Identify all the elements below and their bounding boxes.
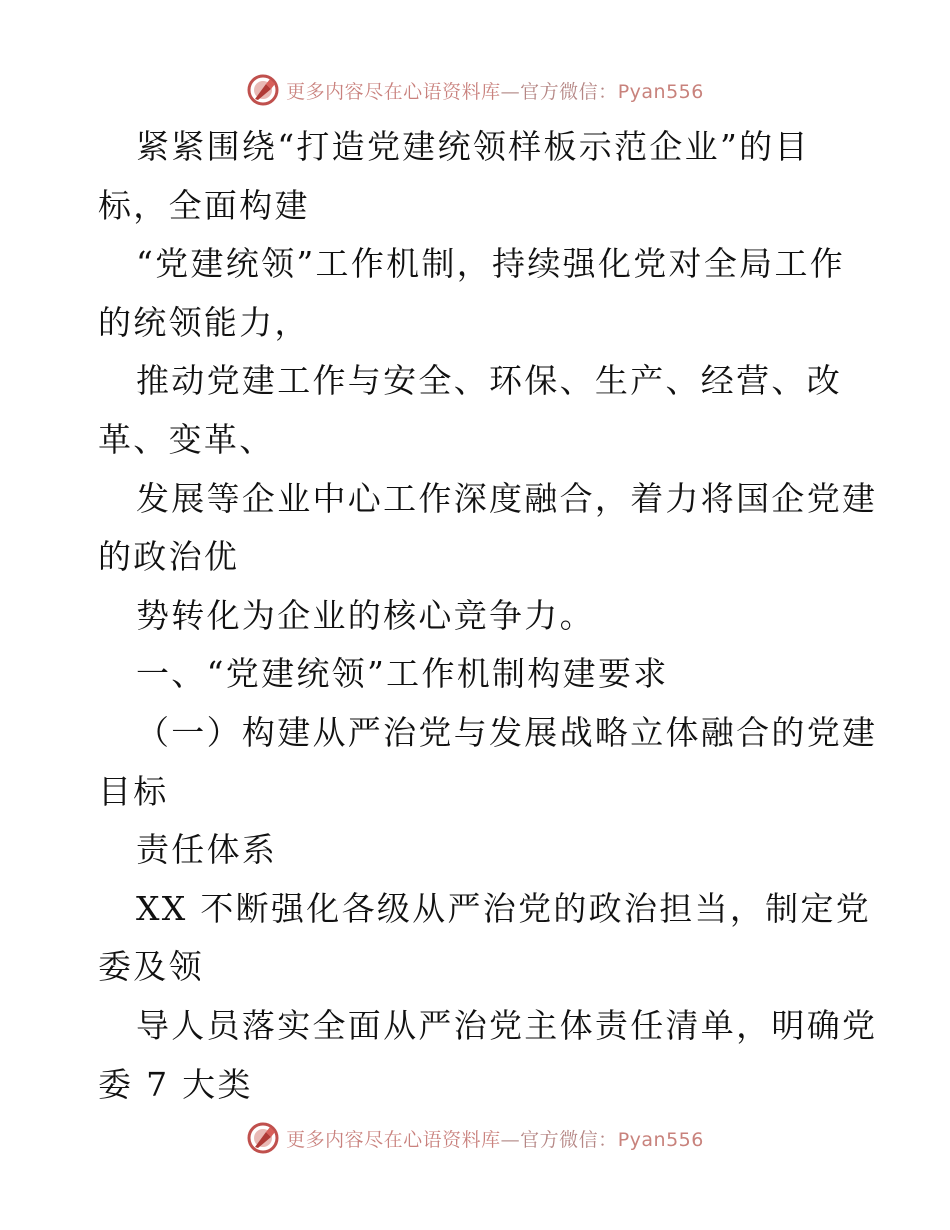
- footer-account: Pyan556: [617, 1128, 704, 1151]
- body-line: 标，全面构建: [98, 185, 310, 225]
- body-line: 委 7 大类: [98, 1064, 253, 1104]
- footer-watermark: [0, 1118, 950, 1158]
- body-line: 发展等企业中心工作深度融合，着力将国企党建: [136, 478, 878, 518]
- body-line: 导人员落实全面从严治党主体责任清单，明确党: [136, 1005, 878, 1045]
- body-line: 推动党建工作与安全、环保、生产、经营、改: [136, 361, 842, 401]
- body-line: 的统领能力，: [98, 302, 310, 342]
- body-line: 目标: [98, 771, 169, 811]
- header-watermark: [0, 70, 950, 110]
- body-line: 责任体系: [136, 830, 278, 870]
- header-wechat-label: 官方微信：: [520, 80, 618, 103]
- pen-nib-circle-icon: [246, 1121, 280, 1155]
- footer-site-text: 更多内容尽在心语资料库: [286, 1128, 501, 1151]
- body-line: 革、变革、: [98, 419, 275, 459]
- body-line: “党建统领”工作机制，持续强化党对全局工作: [136, 244, 846, 284]
- body-line: XX 不断强化各级从严治党的政治担当，制定党: [136, 888, 872, 928]
- subsection-heading: （一）构建从严治党与发展战略立体融合的党建: [136, 712, 878, 752]
- header-site-text: 更多内容尽在心语资料库: [286, 80, 501, 103]
- header-account: Pyan556: [617, 80, 704, 103]
- footer-dash: —: [500, 1128, 521, 1151]
- body-line: 委及领: [98, 947, 204, 987]
- section-heading: 一、“党建统领”工作机制构建要求: [136, 654, 669, 694]
- body-line: 势转化为企业的核心竞争力。: [136, 595, 595, 635]
- document-body: [98, 118, 878, 1114]
- header-dash: —: [500, 80, 521, 103]
- body-line: 紧紧围绕“打造党建统领样板示范企业”的目: [136, 127, 810, 166]
- body-line: 的政治优: [98, 537, 240, 577]
- footer-wechat-label: 官方微信：: [520, 1128, 618, 1151]
- pen-nib-circle-icon: [246, 73, 280, 107]
